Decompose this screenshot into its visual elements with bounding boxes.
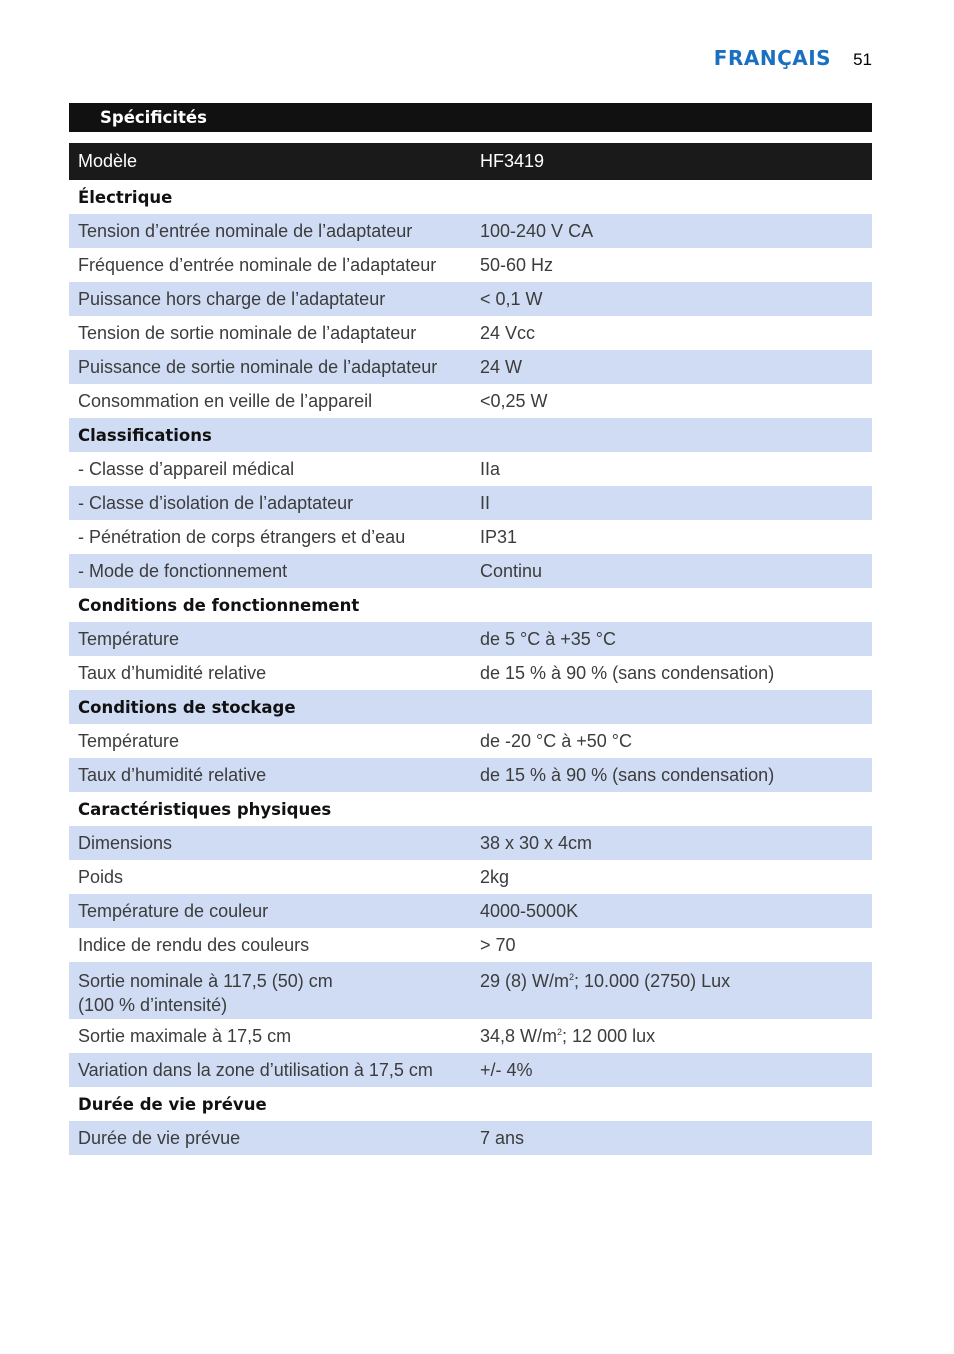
table-row <box>69 962 872 1019</box>
spec-label: Durée de vie prévue <box>78 1127 241 1148</box>
spec-label: Température <box>78 628 180 649</box>
spec-value: II <box>480 492 491 513</box>
spec-label: - Classe d’isolation de l’adaptateur <box>78 492 354 513</box>
spec-label <box>69 969 471 1017</box>
table-row <box>69 1053 872 1087</box>
spec-label: Taux d’humidité relative <box>78 764 267 785</box>
spec-value: 38 x 30 x 4cm <box>480 832 593 853</box>
spec-label: Température de couleur <box>78 900 269 921</box>
table-row <box>69 758 872 792</box>
page-number: 51 <box>853 50 872 69</box>
table-row <box>69 486 872 520</box>
spec-label: Température <box>78 730 180 751</box>
spec-value: < 0,1 W <box>480 288 543 309</box>
spec-value: de -20 °C à +50 °C <box>480 730 632 751</box>
table-row <box>69 860 872 894</box>
spec-label-line: Sortie nominale à 117,5 (50) cm <box>78 971 333 991</box>
spec-value <box>471 1026 872 1047</box>
spec-label: Indice de rendu des couleurs <box>78 934 310 955</box>
section-heading: Classifications <box>78 425 212 445</box>
spec-label: Tension d’entrée nominale de l’adaptateur <box>78 220 413 241</box>
section-heading: Durée de vie prévue <box>78 1094 267 1114</box>
spec-label: - Mode de fonctionnement <box>78 560 288 581</box>
spec-value: 100-240 V CA <box>480 220 594 241</box>
spec-value: +/- 4% <box>480 1059 533 1080</box>
table-body <box>69 180 872 1155</box>
spec-label: Sortie maximale à 17,5 cm <box>78 1025 292 1046</box>
table-row <box>69 724 872 758</box>
spec-value: > 70 <box>480 934 516 955</box>
spec-label: Variation dans la zone d’utilisation à 17,5 cm <box>78 1059 433 1080</box>
table-row <box>69 1121 872 1155</box>
table-row <box>69 554 872 588</box>
section-title: Spécificités <box>69 103 872 132</box>
section-row <box>69 690 872 724</box>
section-row <box>69 418 872 452</box>
table-row <box>69 384 872 418</box>
spec-value: 50-60 Hz <box>480 254 554 275</box>
spec-label: - Classe d’appareil médical <box>78 458 295 479</box>
spec-label: Fréquence d’entrée nominale de l’adaptateur <box>78 254 437 275</box>
table-row <box>69 316 872 350</box>
spec-label: Tension de sortie nominale de l’adaptateur <box>78 322 417 343</box>
section-row <box>69 588 872 622</box>
table-row <box>69 826 872 860</box>
table-row <box>69 350 872 384</box>
section-row <box>69 180 872 214</box>
superscript: 2 <box>557 1026 563 1037</box>
section-row <box>69 792 872 826</box>
table-row <box>69 894 872 928</box>
spec-value: IP31 <box>480 526 518 547</box>
table-row <box>69 1019 872 1053</box>
table-header <box>69 143 872 180</box>
spec-value-part: ; 12 000 lux <box>562 1025 656 1046</box>
spec-value: de 15 % à 90 % (sans condensation) <box>480 662 775 683</box>
table-row <box>69 452 872 486</box>
language-label: FRANÇAIS <box>713 46 832 70</box>
spec-value: Continu <box>480 560 543 581</box>
superscript: 2 <box>569 972 575 982</box>
spec-value: <0,25 W <box>480 390 548 411</box>
spec-label: Taux d’humidité relative <box>78 662 267 683</box>
table-row <box>69 282 872 316</box>
page-header <box>714 46 872 76</box>
spec-value-part: ; 10.000 (2750) Lux <box>574 971 731 991</box>
spec-label: Puissance de sortie nominale de l’adaptateur <box>78 356 438 377</box>
table-row <box>69 656 872 690</box>
spec-value: 24 W <box>480 356 523 377</box>
section-heading: Conditions de fonctionnement <box>78 595 360 615</box>
header-value: HF3419 <box>480 151 545 171</box>
spec-value: de 5 °C à +35 °C <box>480 628 616 649</box>
spec-label: - Pénétration de corps étrangers et d’eau <box>78 526 406 547</box>
spec-value: IIa <box>480 458 501 479</box>
section-heading: Caractéristiques physiques <box>78 799 332 819</box>
header-label: Modèle <box>78 151 138 171</box>
table-row <box>69 214 872 248</box>
spec-value: 24 Vcc <box>480 322 536 343</box>
spec-value: 4000-5000K <box>480 900 579 921</box>
table-row <box>69 248 872 282</box>
section-row <box>69 1087 872 1121</box>
spec-value: 2kg <box>480 866 510 887</box>
spec-table <box>69 143 872 1155</box>
table-row <box>69 520 872 554</box>
table-row <box>69 928 872 962</box>
spec-label: Dimensions <box>78 832 173 853</box>
spec-label: Puissance hors charge de l’adaptateur <box>78 288 386 309</box>
spec-value-part: 34,8 W/m <box>480 1025 558 1046</box>
section-heading: Électrique <box>78 187 173 207</box>
spec-value: de 15 % à 90 % (sans condensation) <box>480 764 775 785</box>
table-row <box>69 622 872 656</box>
spec-value <box>471 969 872 993</box>
section-heading: Conditions de stockage <box>78 697 296 717</box>
spec-label: Consommation en veille de l’appareil <box>78 390 373 411</box>
spec-label-line: (100 % d’intensité) <box>78 995 228 1015</box>
spec-value-part: 29 (8) W/m <box>480 971 570 991</box>
spec-label: Poids <box>78 866 124 887</box>
spec-value: 7 ans <box>480 1127 525 1148</box>
